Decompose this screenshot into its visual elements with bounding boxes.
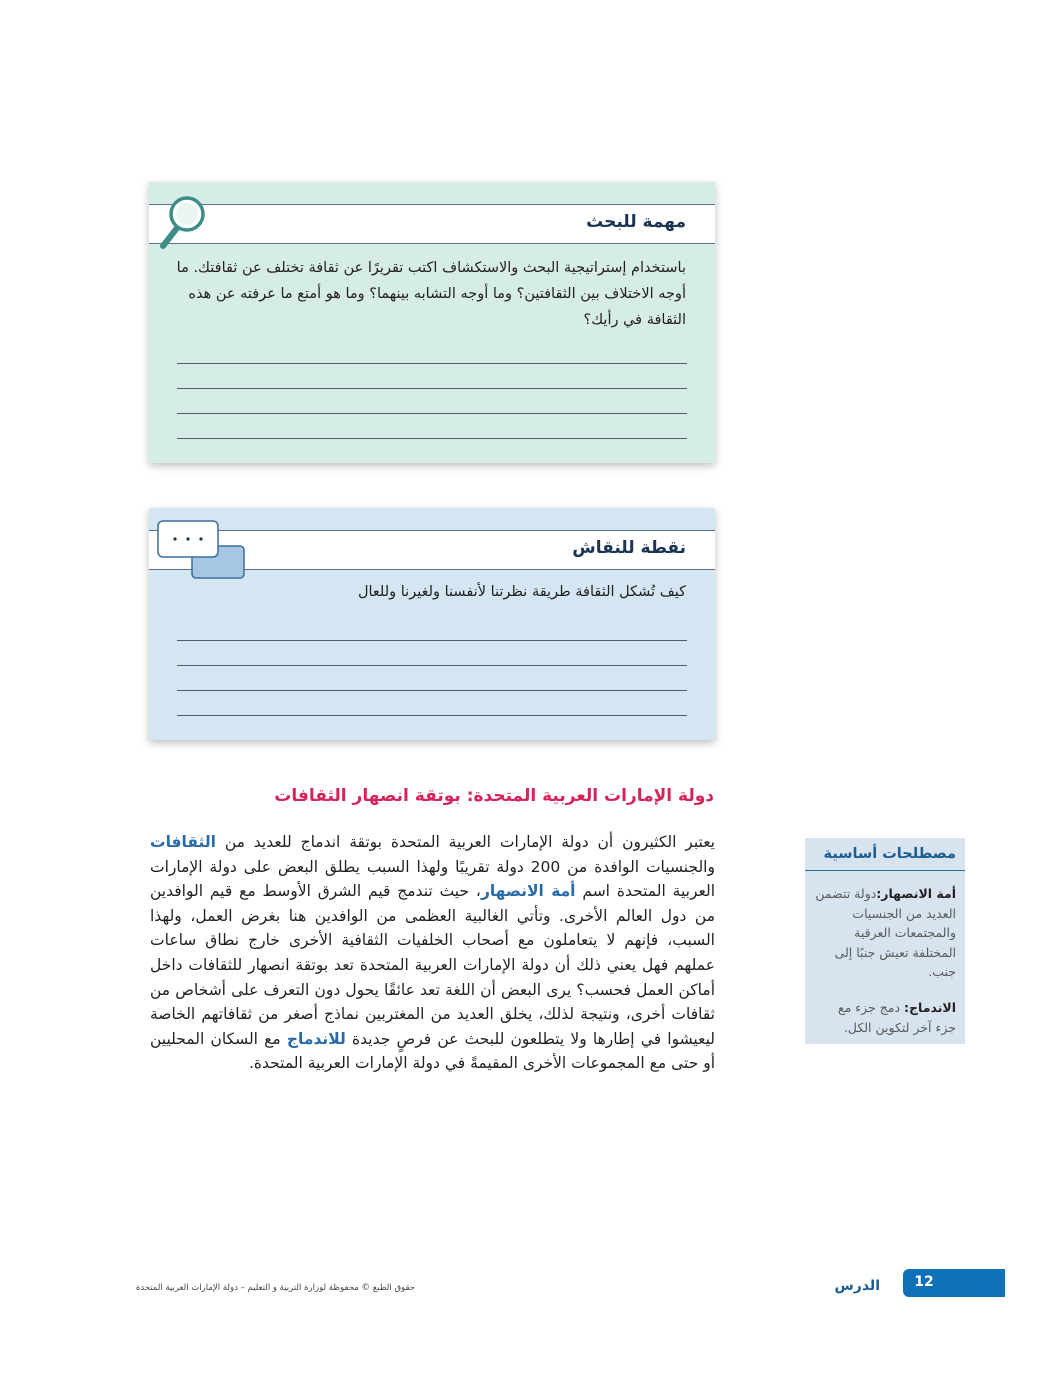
glossary-divider (805, 870, 965, 871)
glossary-entry (814, 884, 956, 982)
magnifier-icon (157, 194, 207, 254)
body-paragraph (150, 830, 715, 1076)
keyword-melting-nation[interactable]: أمة الانصهار (480, 882, 576, 901)
speech-bubbles-icon (157, 520, 247, 586)
discussion-point-title: نقطة للنقاش (572, 538, 686, 558)
research-task-text: باستخدام إستراتيجية البحث والاستكشاف اكتب تقريرًا عن ثقافة تختلف عن ثقافتك. ما أوجه الاختلاف بين الثقافتين؟ وما أوجه التشابه بينهما؟ وما هو أمتع ما عرفته عن هذه الثقافة في رأيك؟ (176, 260, 686, 328)
page-number-badge (903, 1269, 1005, 1297)
keyword-integration[interactable]: للاندماج (286, 1029, 346, 1048)
answer-line[interactable] (177, 665, 687, 666)
glossary-definition: دولة تتضمن العديد من الجنسيات والمجتمعات العرقية المختلفة تعيش جنبًا إلى جنب. (815, 886, 956, 979)
answer-line[interactable] (177, 640, 687, 641)
answer-line[interactable] (177, 690, 687, 691)
glossary-box (805, 838, 965, 1044)
section-heading: دولة الإمارات العربية المتحدة: بوتقة انصهار الثقافات (274, 786, 714, 806)
keyword-cultures[interactable]: الثقافات (150, 833, 216, 851)
glossary-entry (814, 998, 956, 1037)
glossary-term: أمة الانصهار: (876, 886, 956, 901)
lesson-label: الدرس (834, 1278, 880, 1294)
paragraph-text: والجنسيات الوافدة من 200 دولة تقريبًا ولهذا السبب يطلق البعض على دولة الإمارات العربية المتحدة اسم (150, 857, 715, 901)
research-task-title: مهمة للبحث (586, 212, 686, 232)
answer-line[interactable] (177, 363, 687, 364)
copyright-notice: حقوق الطبع © محفوظة لوزارة التربية و التعليم – دولة الإمارات العربية المتحدة (135, 1283, 415, 1293)
research-task-card (149, 182, 715, 463)
paragraph-text: ، حيث تندمج قيم الشرق الأوسط مع قيم الوافدين من دول العالم الأخرى. وتأتي الغالبية العظمى من الوافدين هنا بغرض العمل، ولهذا السبب، فإنهم لا يتعاملون مع أصحاب الخلفيات الثقافية الأخرى خارج نطاق ساعات عملهم فهل يعني ذلك أن دولة الإمارات العربية المتحدة تعد بوتقة انصهار للثقافات داخل أماكن العمل فحسب؟ يرى البعض أن اللغة تعد عائقًا يحول دون التعرف على أشخاص من ثقافات أخرى، ونتيجة لذلك، يخلق العديد من المغتربين نماذج أصغر من ثقافاتهم الخاصة ليعيشوا في إطارها ولا يتطلعون للبحث عن فرصٍ جديدة (150, 882, 715, 1048)
glossary-title: مصطلحات أساسية (823, 846, 956, 862)
research-task-header (149, 204, 715, 244)
answer-line[interactable] (177, 438, 687, 439)
glossary-definition: دمج جزء مع جزء آخر لتكوين الكل. (837, 1000, 956, 1035)
discussion-question: كيف تُشكل الثقافة طريقة نظرتنا لأنفسنا ولغيرنا وللعال (357, 584, 686, 600)
paragraph-text: مع السكان المحليين أو حتى مع المجموعات الأخرى المقيمةً في دولة الإمارات العربية المتحدة. (150, 1029, 715, 1073)
page-number: 12 (914, 1274, 934, 1290)
answer-line[interactable] (177, 388, 687, 389)
glossary-term: الاندماج: (904, 1000, 956, 1015)
paragraph-text: يعتبر الكثيرون أن دولة الإمارات العربية المتحدة بوتقة اندماج للعديد من (215, 833, 715, 851)
answer-line[interactable] (177, 413, 687, 414)
discussion-point-card (149, 508, 715, 740)
answer-line[interactable] (177, 715, 687, 716)
